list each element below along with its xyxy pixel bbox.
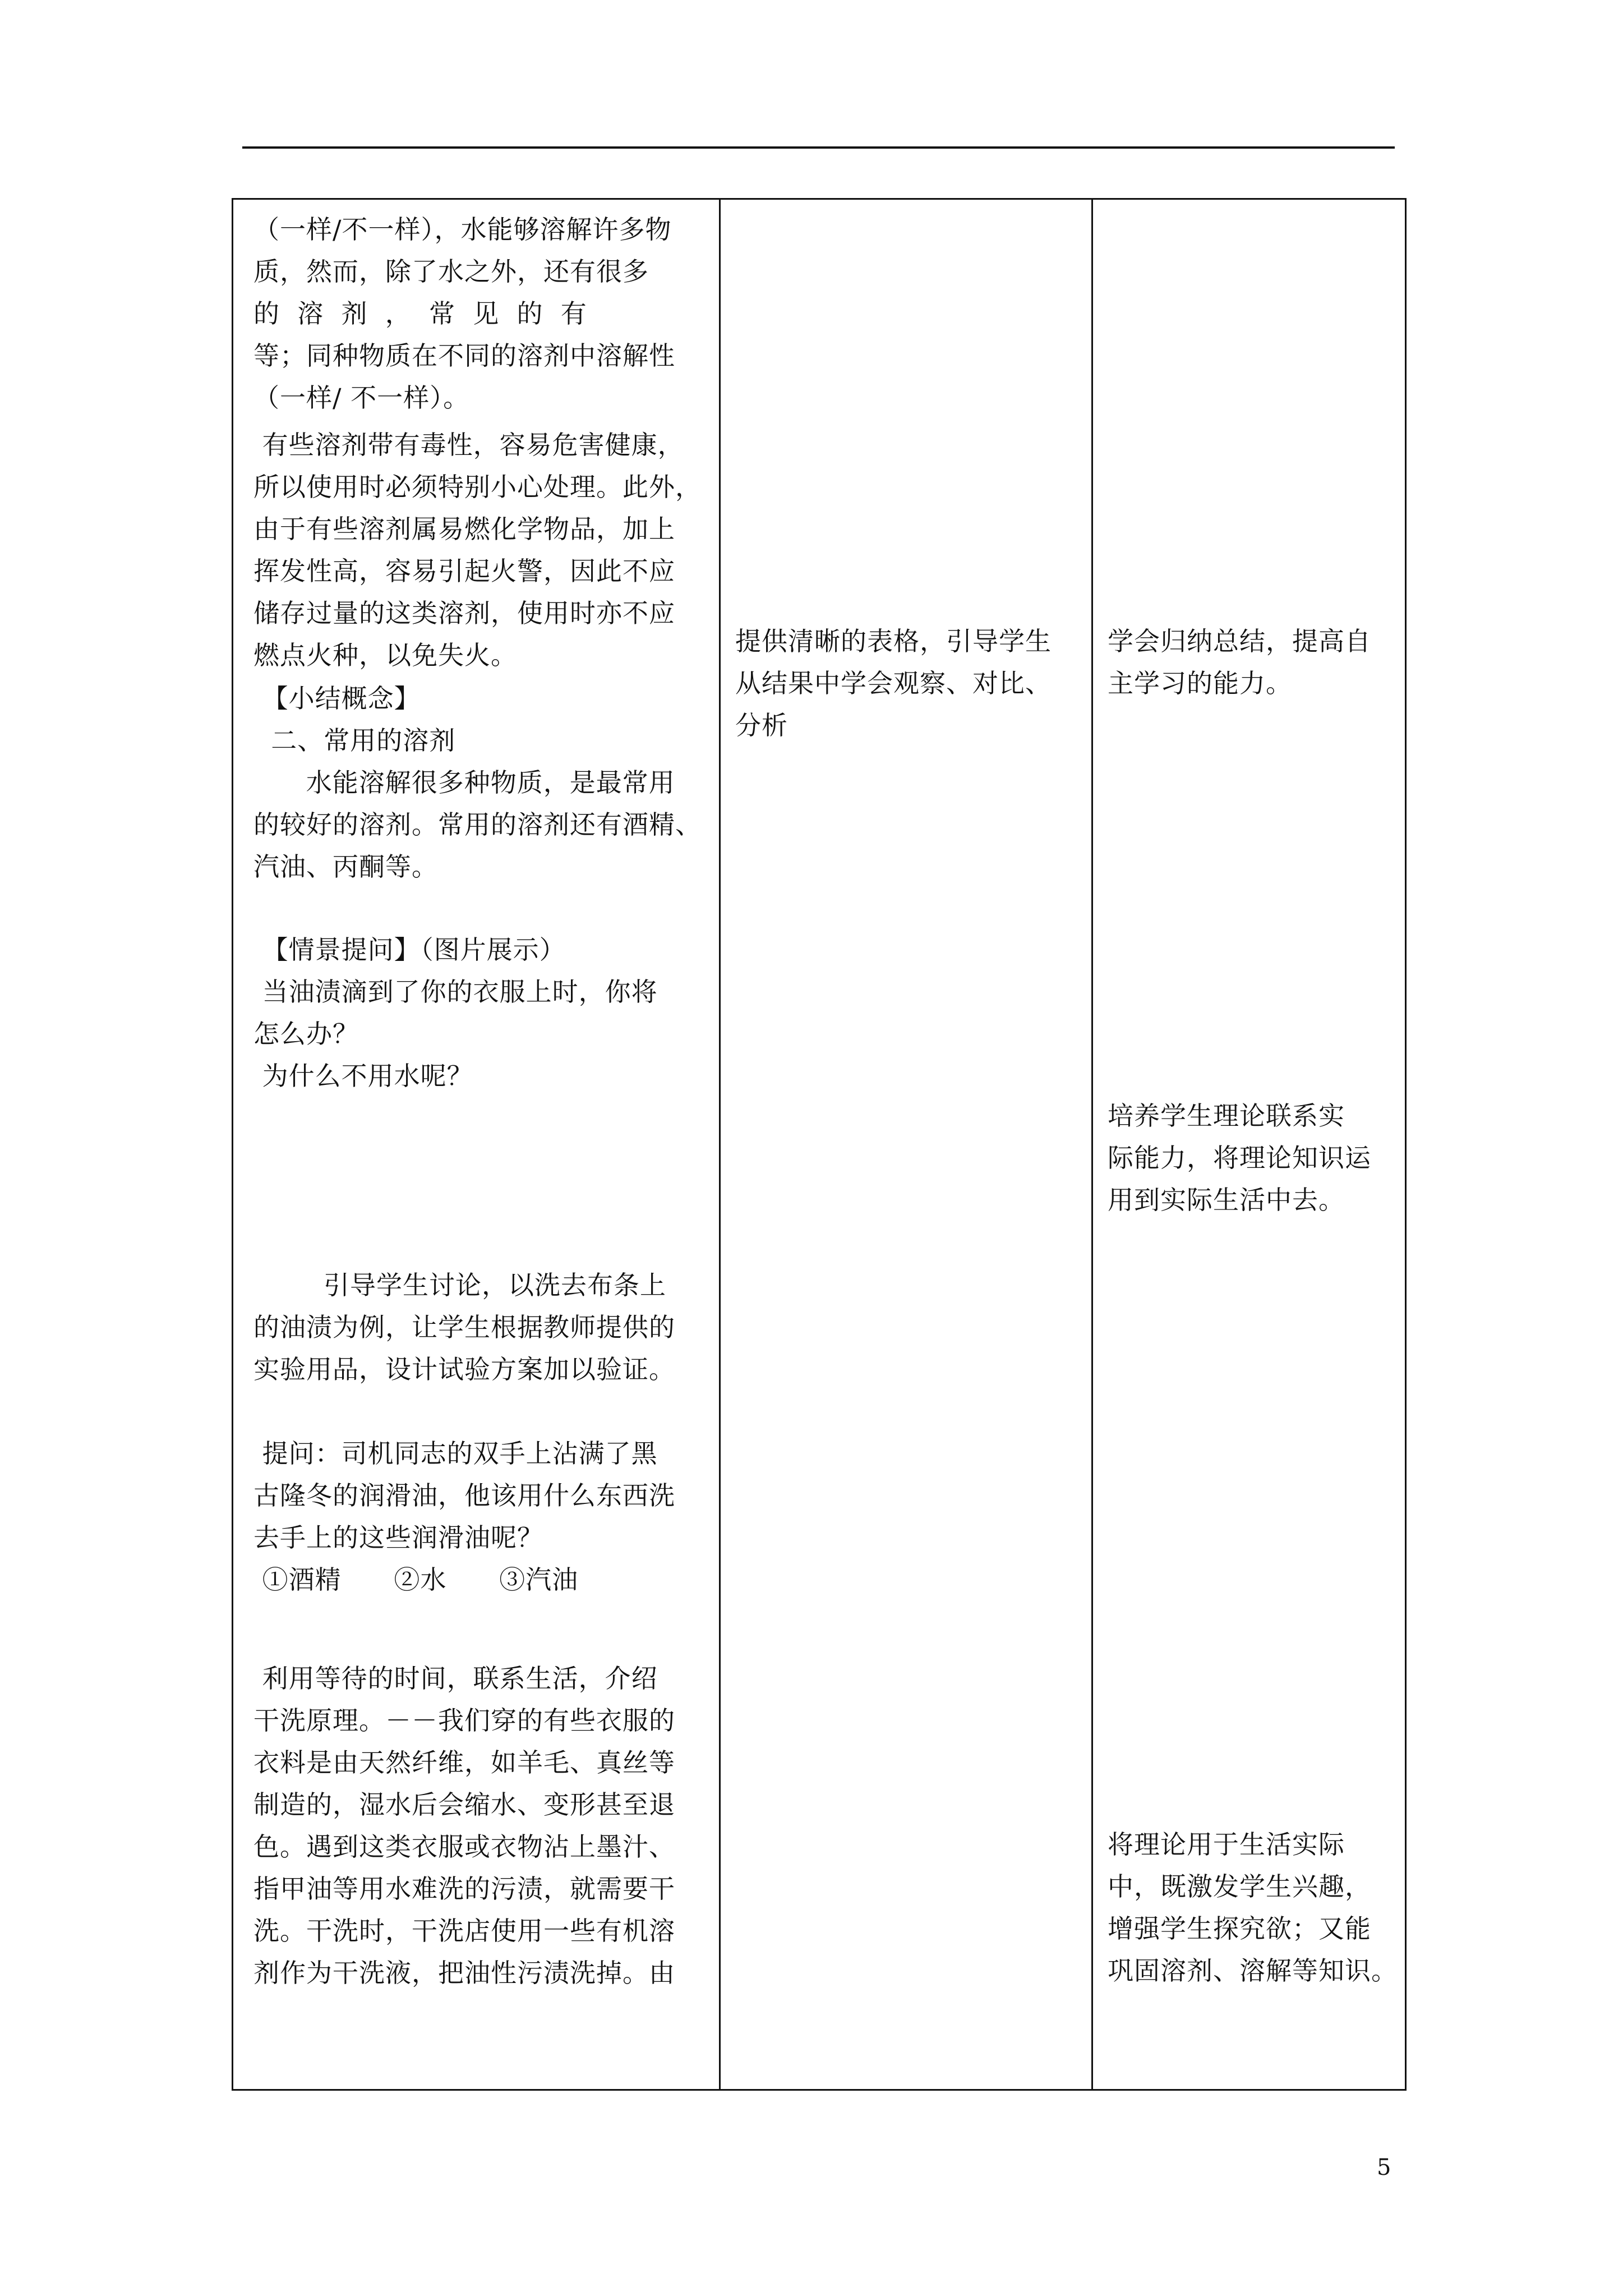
design-intent-practice-text: 培养学生理论联系实 际能力，将理论知识运 用到实际生活中去。 — [1108, 1101, 1371, 1215]
table-row — [233, 199, 1406, 2090]
page-number: 5 — [1377, 2155, 1391, 2180]
oil-stain-question-text: 当油渍滴到了你的衣服上时，你将 怎么办？ 为什么不用水呢？ — [253, 977, 658, 1091]
dry-cleaning-text: 利用等待的时间，联系生活，介绍 干洗原理。－－我们穿的有些衣服的 衣料是由天然纤维，如羊毛、真丝等 制造的，湿水后会缩水、变形甚至退 色。遇到这类衣服或衣物沾上墨汁、 指甲油等用水难洗的污渍，就需要干 洗。干洗时，干洗店使用一些有机溶 剂作为干洗液，把油性污渍洗掉。由 — [253, 1663, 675, 1988]
common-solvents-text: 水能溶解很多种物质，是最常用 的较好的溶剂。常用的溶剂还有酒精、 汽油、丙酮等。 — [253, 767, 702, 882]
teacher-activity-cell — [720, 199, 1092, 2090]
solvent-intro-text: （一样/不一样），水能够溶解许多物 质，然而，除了水之外，还有很多 的 溶 剂 ， 常 见 的 有 等；同种物质在不同的溶剂中溶解性 （一样/ 不一样）。 — [253, 214, 675, 413]
section-heading-common-solvents: 二、常用的溶剂 — [253, 725, 456, 756]
solvent-safety-text: 有些溶剂带有毒性，容易危害健康， 所以使用时必须特别小心处理。此外， 由于有些溶剂属易燃化学物品，加上 挥发性高，容易引起火警，因此不应 储存过量的这类溶剂，使用时亦不应 燃点火种，以免失火。 — [253, 430, 702, 670]
design-intent-cell — [1092, 199, 1406, 2090]
teacher-activity-text: 提供清晰的表格，引导学生 从结果中学会观察、对比、 分析 — [735, 626, 1052, 740]
design-intent-summary-text: 学会归纳总结，提高自 主学习的能力。 — [1108, 626, 1371, 698]
teaching-content-cell — [233, 199, 720, 2090]
design-intent-application-text: 将理论用于生活实际 中，既激发学生兴趣， 增强学生探究欲；又能 巩固溶剂、溶解等知识。 — [1108, 1829, 1398, 1986]
lesson-plan-table — [232, 198, 1407, 2091]
scenario-question-heading: 【情景提问】（图片展示） — [253, 935, 566, 965]
header-rule — [242, 146, 1395, 149]
summary-heading: 【小结概念】 — [253, 683, 421, 714]
discussion-guide-text: 引导学生讨论，以洗去布条上 的油渍为例，让学生根据教师提供的 实验用品，设计试验方案加以验证。 — [253, 1270, 675, 1384]
lubricant-question-text: 提问：司机同志的双手上沾满了黑 古隆冬的润滑油，他该用什么东西洗 去手上的这些润滑油呢？ ①酒精 ②水 ③汽油 — [253, 1438, 675, 1595]
